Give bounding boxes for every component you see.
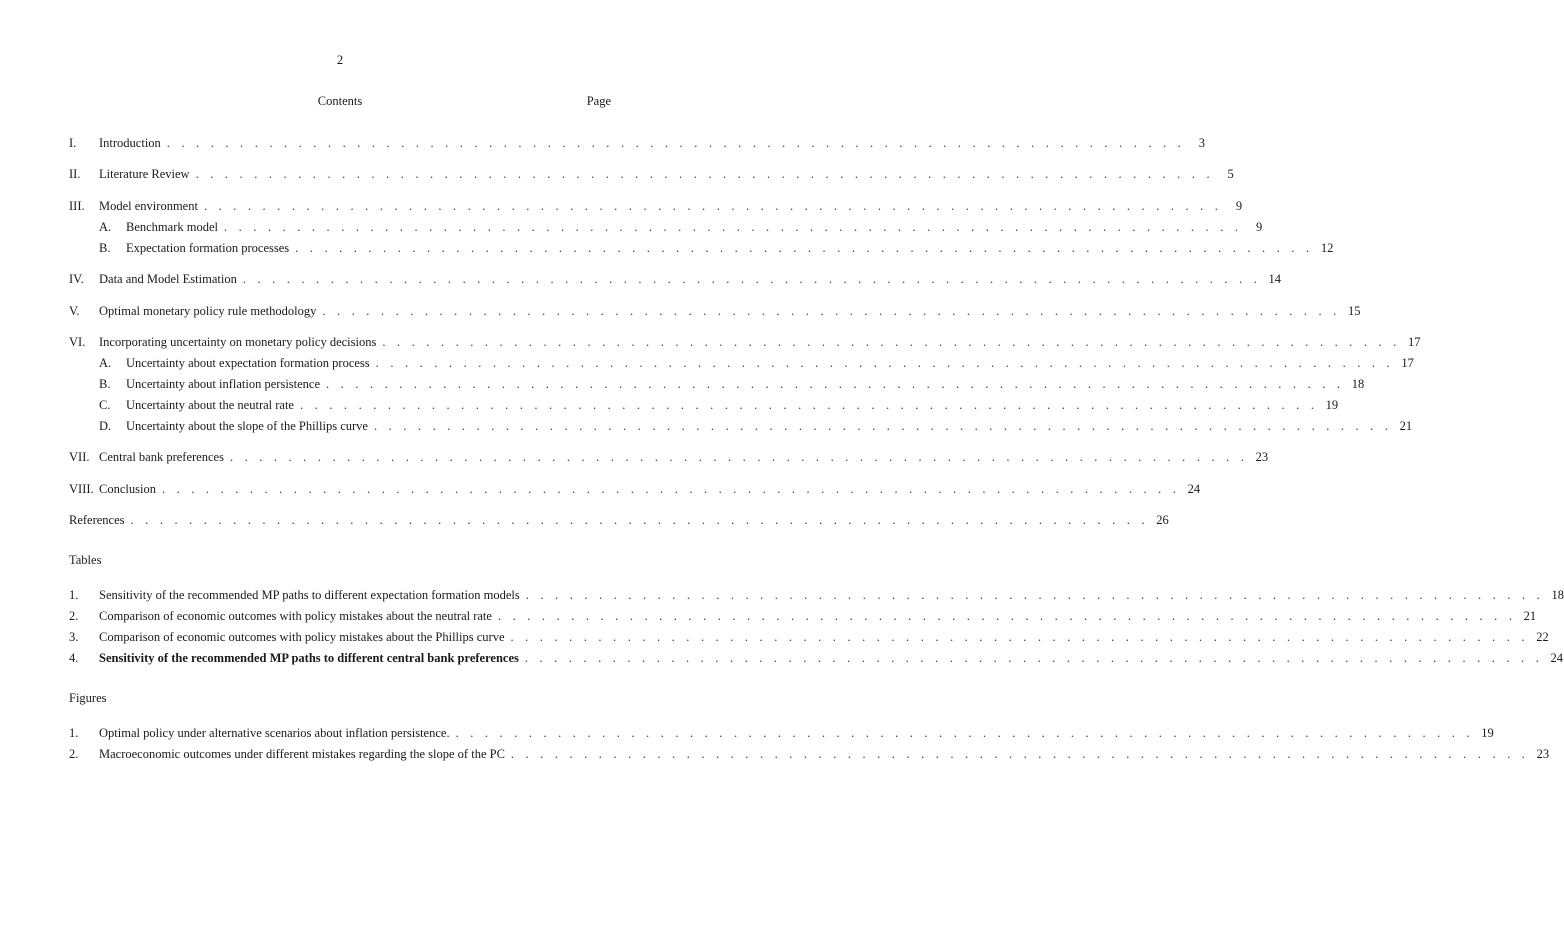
toc-number: III.: [69, 199, 85, 213]
table-page: 18: [1551, 588, 1564, 602]
toc-entry-uncertainty-neutral-rate[interactable]: [69, 397, 1339, 413]
toc-title: Incorporating uncertainty on monetary policy decisions: [99, 335, 377, 349]
toc-number: VI.: [69, 335, 86, 349]
dot-leader: . . . . . . . . . . . . . . . . . . . . . . . . . . . . . . . . . . . . . . . . . . . . . . . . . . . . . . . . . . . . . . . . . . . . . .: [242, 272, 1262, 286]
figure-number: 2.: [69, 747, 79, 761]
dot-leader: . . . . . . . . . . . . . . . . . . . . . . . . . . . . . . . . . . . . . . . . . . . . . . . . . . . . . . . . . . . . . . . . . . . . . .: [203, 199, 1223, 213]
table-page: 21: [1523, 609, 1537, 623]
toc-entry-expectation-formation[interactable]: [69, 240, 1334, 256]
toc-page: 17: [1401, 356, 1414, 370]
figure-entry[interactable]: [69, 746, 1550, 762]
figure-entry[interactable]: [69, 725, 1494, 741]
table-number: 1.: [69, 588, 79, 602]
toc-page: 3: [1198, 136, 1205, 150]
toc-number: C.: [99, 398, 111, 412]
dot-leader: . . . . . . . . . . . . . . . . . . . . . . . . . . . . . . . . . . . . . . . . . . . . . . . . . . . . . . . . . . . . . . . . . . . . . .: [524, 651, 1544, 665]
figures-heading: Figures: [69, 691, 107, 705]
table-page: 22: [1536, 630, 1549, 644]
table-number: 2.: [69, 609, 79, 623]
toc-title: Uncertainty about the neutral rate: [126, 398, 294, 412]
toc-number: D.: [99, 419, 112, 433]
dot-leader: . . . . . . . . . . . . . . . . . . . . . . . . . . . . . . . . . . . . . . . . . . . . . . . . . . . . . . . . . . . . . . . . . . . . . .: [295, 241, 1314, 255]
toc-entry-uncertainty-phillips[interactable]: [69, 418, 1413, 434]
toc-number: I.: [69, 136, 77, 150]
table-title: Sensitivity of the recommended MP paths to different expectation formation models: [99, 588, 520, 602]
toc-title: Optimal monetary policy rule methodology: [99, 304, 317, 318]
table-entry[interactable]: [69, 629, 1549, 645]
toc-title: Uncertainty about expectation formation process: [126, 356, 370, 370]
table-title: Comparison of economic outcomes with policy mistakes about the Phillips curve: [99, 630, 505, 644]
dot-leader: . . . . . . . . . . . . . . . . . . . . . . . . . . . . . . . . . . . . . . . . . . . . . . . . . . . . . . . . . . . . . . . . . . . . . .: [510, 747, 1530, 761]
toc-number: VII.: [69, 450, 90, 464]
dot-leader: . . . . . . . . . . . . . . . . . . . . . . . . . . . . . . . . . . . . . . . . . . . . . . . . . . . . . . . . . . . . . . . . . . . . . .: [455, 726, 1474, 740]
toc-entry-conclusion[interactable]: [69, 481, 1201, 497]
table-title: Comparison of economic outcomes with policy mistakes about the neutral rate: [99, 609, 492, 623]
table-number: 3.: [69, 630, 79, 644]
toc-entry-benchmark-model[interactable]: [69, 219, 1263, 235]
dot-leader: . . . . . . . . . . . . . . . . . . . . . . . . . . . . . . . . . . . . . . . . . . . . . . . . . . . . . . . . . . . . . . . . . . . . . .: [322, 304, 1341, 318]
figure-number: 1.: [69, 726, 79, 740]
dot-leader: . . . . . . . . . . . . . . . . . . . . . . . . . . . . . . . . . . . . . . . . . . . . . . . . . . . . . . . . . . . . . . . . . . . . . .: [229, 450, 1249, 464]
dot-leader: . . . . . . . . . . . . . . . . . . . . . . . . . . . . . . . . . . . . . . . . . . . . . . . . . . . . . . . . . . . . . . . . . . . . . .: [375, 356, 1394, 370]
toc-title: Expectation formation processes: [126, 241, 290, 255]
figure-page: 23: [1536, 747, 1550, 761]
toc-title: Introduction: [99, 136, 161, 150]
toc-page: 5: [1227, 167, 1234, 181]
toc-page: 18: [1351, 377, 1365, 391]
toc-title: Model environment: [99, 199, 198, 213]
figure-title: Macroeconomic outcomes under different mistakes regarding the slope of the PC: [99, 747, 505, 761]
table-entry[interactable]: [69, 608, 1537, 624]
toc-page: 26: [1156, 513, 1169, 527]
toc-page: 12: [1320, 241, 1334, 255]
contents-heading: Contents: [317, 94, 363, 108]
toc-entry-uncertainty-inflation[interactable]: [69, 376, 1365, 392]
toc-number: V.: [69, 304, 80, 318]
table-title: Sensitivity of the recommended MP paths to different central bank preferences: [99, 651, 519, 665]
toc-page: 14: [1268, 272, 1282, 286]
toc-entry-literature-review[interactable]: [69, 166, 1234, 182]
toc-title: Benchmark model: [126, 220, 218, 234]
toc-entry-optimal-policy-rule[interactable]: [69, 303, 1361, 319]
toc-page: 23: [1255, 450, 1269, 464]
table-page: 24: [1550, 651, 1564, 665]
tables-heading: Tables: [69, 553, 102, 567]
toc-title: Conclusion: [99, 482, 156, 496]
toc-entry-introduction[interactable]: [69, 135, 1205, 151]
toc-number: II.: [69, 167, 81, 181]
toc-page: 21: [1399, 419, 1413, 433]
figure-title: Optimal policy under alternative scenarios about inflation persistence.: [99, 726, 450, 740]
toc-entry-references[interactable]: [69, 512, 1169, 528]
page-column-heading: Page: [586, 94, 611, 108]
dot-leader: . . . . . . . . . . . . . . . . . . . . . . . . . . . . . . . . . . . . . . . . . . . . . . . . . . . . . . . . . . . . . . . . . . . . . .: [299, 398, 1319, 412]
toc-title: References: [69, 513, 125, 527]
toc-page: 17: [1408, 335, 1421, 349]
dot-leader: . . . . . . . . . . . . . . . . . . . . . . . . . . . . . . . . . . . . . . . . . . . . . . . . . . . . . . . . . . . . . . . . . . . . . .: [166, 136, 1185, 150]
toc-number: A.: [99, 356, 112, 370]
toc-title: Central bank preferences: [99, 450, 224, 464]
dot-leader: . . . . . . . . . . . . . . . . . . . . . . . . . . . . . . . . . . . . . . . . . . . . . . . . . . . . . . . . . . . . . . . . . . . . . .: [326, 377, 1345, 391]
dot-leader: . . . . . . . . . . . . . . . . . . . . . . . . . . . . . . . . . . . . . . . . . . . . . . . . . . . . . . . . . . . . . . . . . . . . . .: [382, 335, 1401, 349]
dot-leader: . . . . . . . . . . . . . . . . . . . . . . . . . . . . . . . . . . . . . . . . . . . . . . . . . . . . . . . . . . . . . . . . . . . . . .: [195, 167, 1214, 181]
toc-entry-incorporating-uncertainty[interactable]: [69, 334, 1421, 350]
dot-leader: . . . . . . . . . . . . . . . . . . . . . . . . . . . . . . . . . . . . . . . . . . . . . . . . . . . . . . . . . . . . . . . . . . . . . .: [130, 513, 1149, 527]
table-entry[interactable]: [69, 587, 1564, 603]
toc-entry-uncertainty-expectation[interactable]: [69, 355, 1414, 371]
toc-number: VIII.: [69, 482, 94, 496]
figure-page: 19: [1481, 726, 1494, 740]
page-number: 2: [336, 53, 344, 67]
toc-number: B.: [99, 241, 111, 255]
toc-number: A.: [99, 220, 112, 234]
toc-number: B.: [99, 377, 111, 391]
toc-page: 9: [1255, 220, 1263, 234]
dot-leader: . . . . . . . . . . . . . . . . . . . . . . . . . . . . . . . . . . . . . . . . . . . . . . . . . . . . . . . . . . . . . . . . . . . . . .: [224, 220, 1243, 234]
toc-page: 9: [1235, 199, 1243, 213]
table-number: 4.: [69, 651, 79, 665]
toc-entry-model-environment[interactable]: [69, 198, 1243, 214]
dot-leader: . . . . . . . . . . . . . . . . . . . . . . . . . . . . . . . . . . . . . . . . . . . . . . . . . . . . . . . . . . . . . . . . . . . . . .: [497, 609, 1517, 623]
toc-number: IV.: [69, 272, 84, 286]
toc-title: Uncertainty about inflation persistence: [126, 377, 321, 391]
table-entry-highlighted[interactable]: [69, 650, 1564, 666]
dot-leader: . . . . . . . . . . . . . . . . . . . . . . . . . . . . . . . . . . . . . . . . . . . . . . . . . . . . . . . . . . . . . . . . . . . . . .: [373, 419, 1393, 433]
toc-title: Literature Review: [99, 167, 190, 181]
toc-entry-data-model-estimation[interactable]: [69, 271, 1282, 287]
dot-leader: . . . . . . . . . . . . . . . . . . . . . . . . . . . . . . . . . . . . . . . . . . . . . . . . . . . . . . . . . . . . . . . . . . . . . .: [161, 482, 1181, 496]
dot-leader: . . . . . . . . . . . . . . . . . . . . . . . . . . . . . . . . . . . . . . . . . . . . . . . . . . . . . . . . . . . . . . . . . . . . . .: [525, 588, 1544, 602]
toc-page: 19: [1325, 398, 1339, 412]
toc-title: Uncertainty about the slope of the Phillips curve: [126, 419, 368, 433]
toc-entry-central-bank-preferences[interactable]: [69, 449, 1269, 465]
toc-title: Data and Model Estimation: [99, 272, 237, 286]
dot-leader: . . . . . . . . . . . . . . . . . . . . . . . . . . . . . . . . . . . . . . . . . . . . . . . . . . . . . . . . . . . . . . . . . . . . . .: [510, 630, 1529, 644]
toc-page: 24: [1187, 482, 1201, 496]
toc-page: 15: [1348, 304, 1361, 318]
